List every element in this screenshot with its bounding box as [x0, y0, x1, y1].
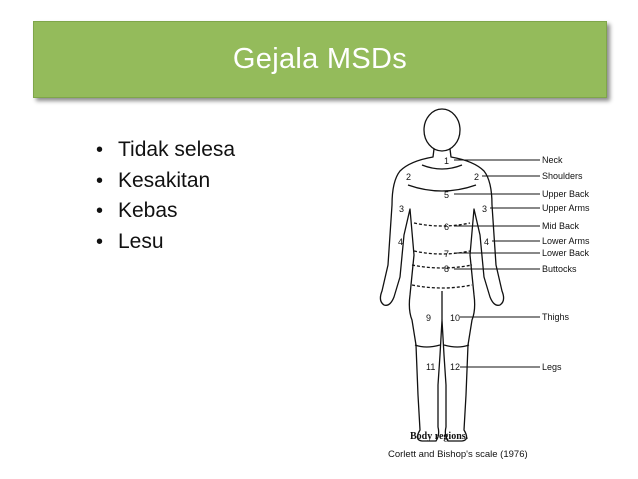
region-number: 10: [450, 313, 461, 323]
region-label: Upper Arms: [542, 203, 590, 213]
region-label: Lower Back: [542, 248, 590, 258]
region-number: 7: [444, 249, 450, 259]
region-label: Upper Back: [542, 189, 590, 199]
region-number: 11: [426, 362, 436, 372]
bullet-item: • Kebas: [118, 196, 235, 227]
body-regions-diagram: [370, 105, 590, 475]
region-number: 4: [398, 237, 404, 247]
bullet-item: • Kesakitan: [118, 166, 235, 197]
bullet-item: • Tidak selesa: [118, 135, 235, 166]
region-labels: [542, 155, 590, 372]
region-number: 4: [484, 237, 490, 247]
region-number: 2: [406, 172, 412, 182]
title-bar: [33, 21, 607, 98]
region-label: Neck: [542, 155, 563, 165]
region-label: Thighs: [542, 312, 570, 322]
region-number: 12: [450, 362, 461, 372]
region-number: 5: [444, 190, 450, 200]
region-label: Lower Arms: [542, 236, 590, 246]
bullet-list: [118, 135, 235, 257]
region-number: 2: [474, 172, 480, 182]
body-outline-figure: [370, 105, 590, 475]
leader-lines: [454, 160, 540, 367]
region-number: 3: [399, 204, 405, 214]
region-number: 6: [444, 222, 450, 232]
region-number: 8: [444, 264, 450, 274]
region-label: Buttocks: [542, 264, 577, 274]
region-label: Shoulders: [542, 171, 583, 181]
region-number: 3: [482, 204, 488, 214]
region-number: 9: [426, 313, 432, 323]
region-number: 1: [444, 156, 450, 166]
region-label: Legs: [542, 362, 562, 372]
slide-title: Gejala MSDs: [232, 43, 408, 75]
figure-source: Corlett and Bishop's scale (1976): [388, 449, 528, 460]
body-outline: [380, 109, 503, 441]
region-label: Mid Back: [542, 221, 580, 231]
bullet-item: • Lesu: [118, 227, 235, 258]
figure-caption: Body regions.: [410, 431, 469, 442]
